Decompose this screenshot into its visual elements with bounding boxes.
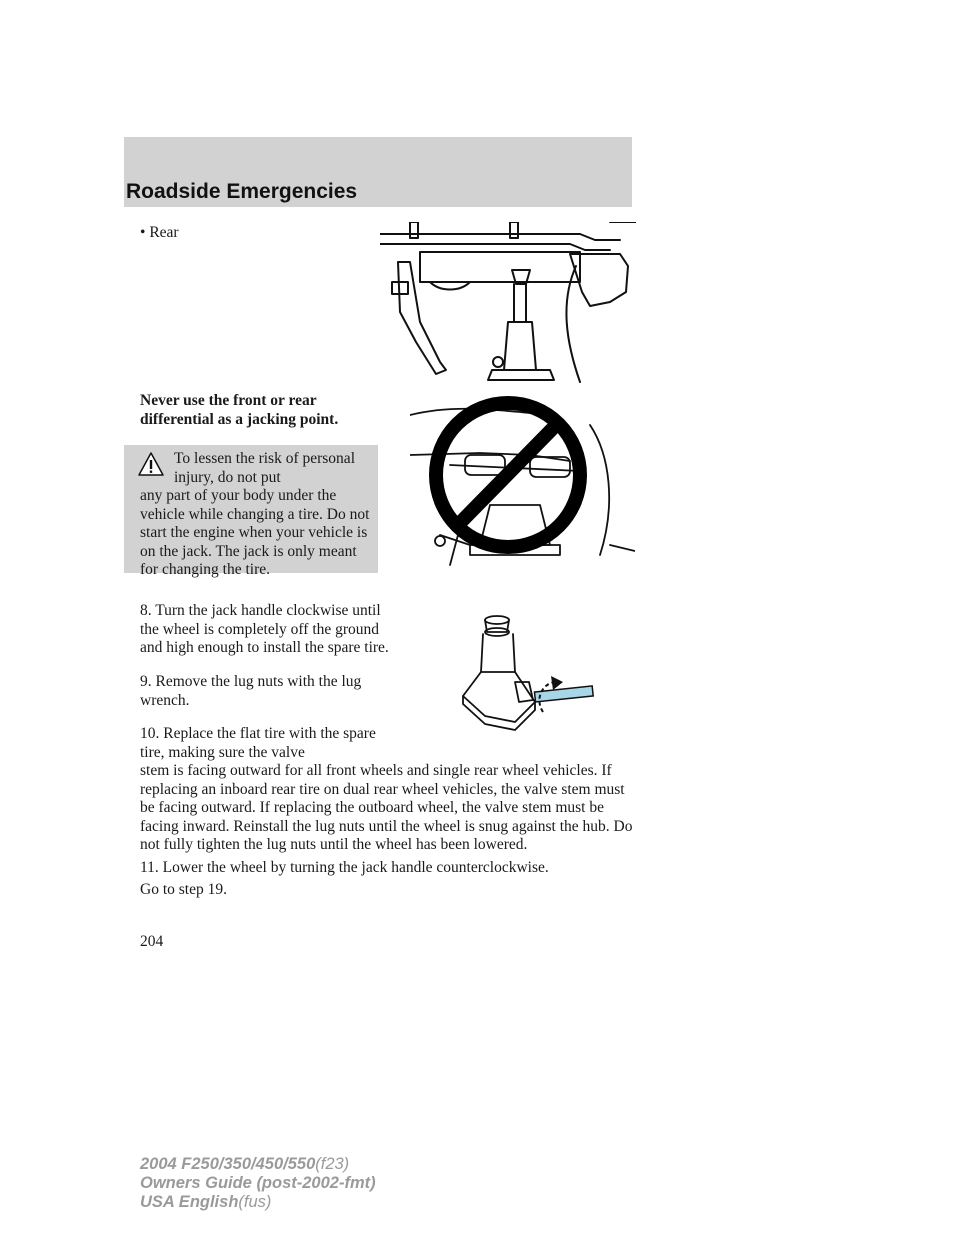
step-11-text: 11. Lower the wheel by turning the jack handle counterclockwise. xyxy=(140,859,549,876)
footer-language: USA English xyxy=(140,1193,239,1211)
no-differential-jacking-illustration xyxy=(410,395,635,570)
step-8-text: 8. Turn the jack handle clockwise until the wheel is completely off the ground and high enough to install the spare tire. xyxy=(140,602,389,656)
jack-handle-illustration xyxy=(455,612,595,737)
step-10-text-rest: stem is facing outward for all front wheels and single rear wheel vehicles. If replacing an inboard rear tire on dual rear wheel vehicles, the valve stem must be facing outward. If replacing the outboard wheel, the valve stem must be facing inward. Reinstall the lug nuts until the wheel is snug against the hub. Do not fully tighten the lug nuts until the wheel has been lowered. xyxy=(140,762,633,853)
footer-line-2 xyxy=(140,1174,376,1193)
warning-text xyxy=(140,450,376,580)
step-9-text: 9. Remove the lug nuts with the lug wrench. xyxy=(140,673,362,709)
document-footer xyxy=(140,1155,376,1212)
rear-axle-jack-illustration xyxy=(380,222,636,387)
footer-model-code: (f23) xyxy=(315,1155,350,1173)
bullet-label: Rear xyxy=(149,224,179,241)
footer-language-code: (fus) xyxy=(238,1193,272,1211)
go-to-step-text: Go to step 19. xyxy=(140,881,227,898)
footer-line-3 xyxy=(140,1193,376,1212)
warning-text-rest: any part of your body under the vehicle while changing a tire. Do not start the engine when your vehicle is on the jack. The jack is only meant for changing the tire. xyxy=(140,487,370,578)
warning-text-first: To lessen the risk of personal injury, do not put xyxy=(174,450,355,486)
footer-line-1 xyxy=(140,1155,376,1174)
step-10-text-start: 10. Replace the flat tire with the spare tire, making sure the valve xyxy=(140,725,376,761)
differential-warning-text: Never use the front or rear differential as a jacking point. xyxy=(140,392,339,428)
footer-guide: Owners Guide (post-2002-fmt) xyxy=(140,1174,376,1192)
page-number: 204 xyxy=(140,933,164,950)
footer-model: 2004 F250/350/450/550 xyxy=(140,1155,316,1173)
bullet-item-rear xyxy=(140,224,179,243)
section-title: Roadside Emergencies xyxy=(126,180,358,203)
bullet-symbol: • xyxy=(140,224,146,241)
